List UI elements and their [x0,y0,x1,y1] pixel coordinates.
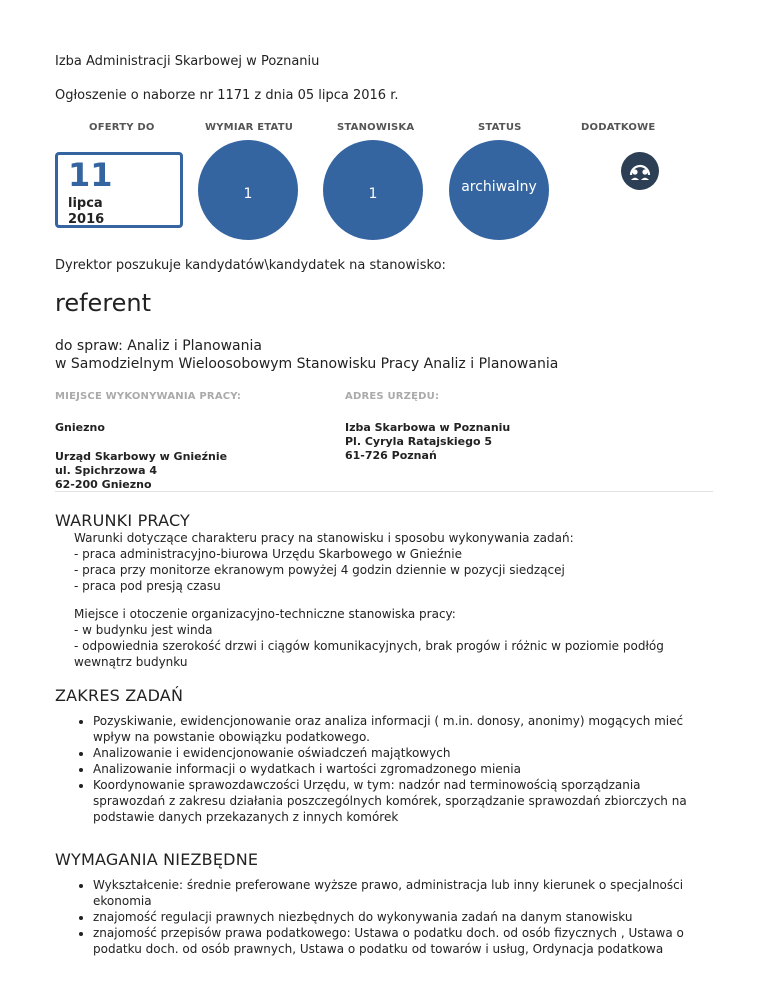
conditions-heading: WARUNKI PRACY [55,511,191,530]
duties-heading: ZAKRES ZADAŃ [55,686,184,705]
conditions-line: - praca przy monitorze ekranowym powyżej 4 godzin dziennie w pozycji siedzącej [74,563,565,577]
place-postal: 62-200 Gniezno [55,478,152,491]
address-street: Pl. Cyryla Ratajskiego 5 [345,435,493,448]
status-value: archiwalny [461,179,537,195]
people-icon[interactable] [621,152,659,190]
list-item: • Koordynowanie sprawozdawczości Urzędu, w tym: nadzór nad terminowością sporządzania sprawozdań z zakresu działania poszczególnych komórek, sporządzanie sprawozdań zbiorczych na podstawie danych przekazanych z innych komórek [93,777,713,825]
offers-until-label: OFERTY DO [89,122,155,133]
announcement-title: Ogłoszenie o naborze nr 1171 z dnia 05 lipca 2016 r. [55,88,399,103]
conditions-line: Miejsce i otoczenie organizacyjno-techniczne stanowiska pracy: [74,607,456,621]
requirements-list [75,877,713,957]
unit-text: w Samodzielnym Wieloosobowym Stanowisku Pracy Analiz i Planowania [55,356,559,372]
working-time-label: WYMIAR ETATU [205,122,294,133]
list-item: • Wykształcenie: średnie preferowane wyższe prawo, administracja lub inny kierunek o specjalności ekonomia [93,877,713,909]
office-name: Izba Administracji Skarbowej w Poznaniu [55,54,320,69]
place-street: ul. Spichrzowa 4 [55,464,157,477]
address-name: Izba Skarbowa w Poznaniu [345,421,511,434]
positions-label: STANOWISKA [337,122,415,133]
requirements-heading: WYMAGANIA NIEZBĘDNE [55,850,259,869]
working-time-value: 1 [243,186,253,202]
status-badge [449,140,549,240]
intro-text: Dyrektor poszukuje kandydatów\kandydatek na stanowisko: [55,258,446,273]
place-office: Urząd Skarbowy w Gnieźnie [55,450,228,463]
working-time-badge [198,140,298,240]
divider [55,491,713,492]
status-label: STATUS [478,122,522,133]
list-item: • Analizowanie i ewidencjonowanie oświadczeń majątkowych [93,745,713,761]
conditions-line: - odpowiednia szerokość drzwi i ciągów komunikacyjnych, brak progów i różnic w poziomie podłóg wewnątrz budynku [74,639,664,669]
positions-value: 1 [368,186,378,202]
place-label: MIEJSCE WYKONYWANIA PRACY: [55,391,242,402]
conditions-line: - praca pod presją czasu [74,579,221,593]
additional-label: DODATKOWE [581,122,656,133]
duties-list [75,713,713,825]
position-title: referent [55,289,152,317]
conditions-line: - w budynku jest winda [74,623,213,637]
positions-badge [323,140,423,240]
deadline-month: lipca [68,196,103,211]
conditions-block-1 [74,530,714,594]
offers-deadline-box [55,152,183,228]
conditions-line: Warunki dotyczące charakteru pracy na stanowisku i sposobu wykonywania zadań: [74,531,574,545]
address-postal: 61-726 Poznań [345,449,437,462]
department-text: do spraw: Analiz i Planowania [55,338,262,354]
list-item: • znajomość regulacji prawnych niezbędnych do wykonywania zadań na danym stanowisku [93,909,713,925]
conditions-block-2 [74,606,704,670]
conditions-line: - praca administracyjno-biurowa Urzędu Skarbowego w Gnieźnie [74,547,462,561]
list-item: • Analizowanie informacji o wydatkach i wartości zgromadzonego mienia [93,761,713,777]
list-item: • znajomość przepisów prawa podatkowego: Ustawa o podatku doch. od osób fizycznych , Ustawa o podatku doch. od osób prawnych, Ustawa o podatku od towarów i usług, Ordynacja podatkowa [93,925,713,957]
deadline-year: 2016 [68,212,105,227]
list-item: • Pozyskiwanie, ewidencjonowanie oraz analiza informacji ( m.in. donosy, anonimy) mogących mieć wpływ na powstanie obowiązku podatkowego. [93,713,713,745]
address-label: ADRES URZĘDU: [345,391,440,402]
deadline-day: 11 [68,156,113,194]
place-city: Gniezno [55,421,105,434]
